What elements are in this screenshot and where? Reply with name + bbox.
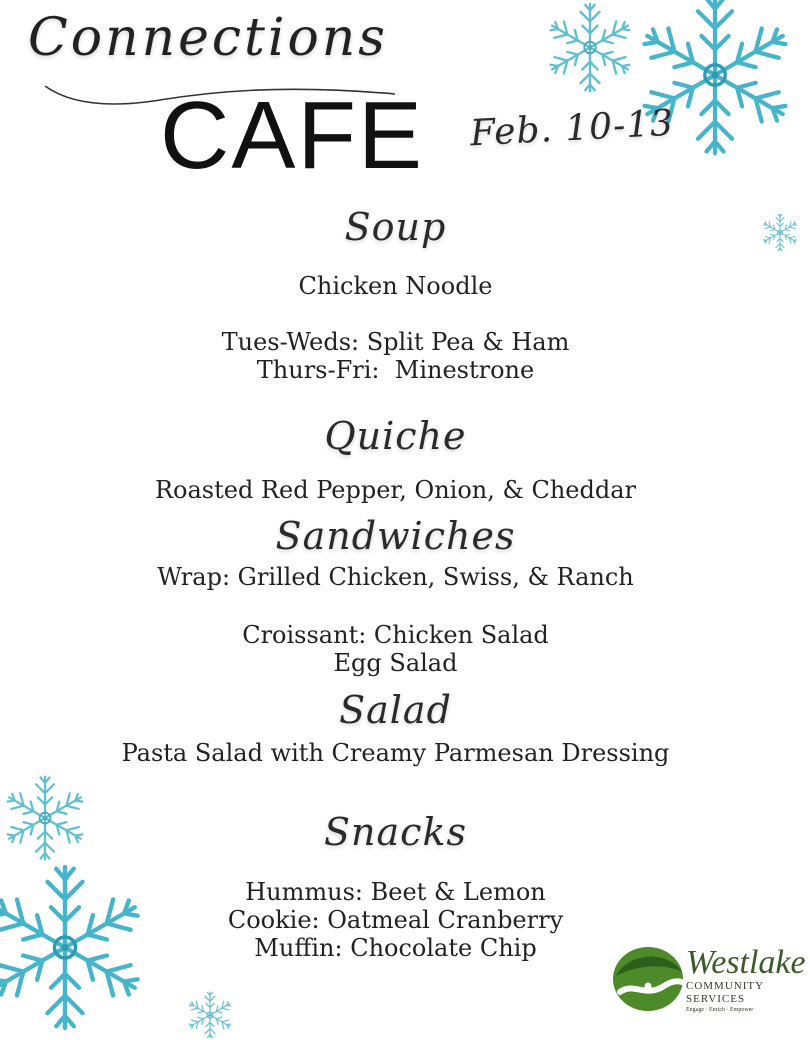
menu-item: Wrap: Grilled Chicken, Swiss, & Ranch [157, 563, 634, 591]
section-heading-snacks: Snacks [324, 810, 467, 854]
brand-title: CAFE [160, 82, 425, 189]
logo-tagline: Engage · Enrich · Empower [686, 1007, 754, 1013]
logo-line-community: COMMUNITY [686, 980, 765, 992]
section-heading-soup: Soup [344, 205, 447, 249]
menu-item: Egg Salad [333, 649, 458, 677]
section-heading-salad: Salad [339, 688, 452, 732]
logo-name: Westlake [686, 944, 806, 981]
menu-item: Roasted Red Pepper, Onion, & Cheddar [154, 476, 637, 504]
menu-item: Thurs-Fri: Minestrone [256, 356, 535, 384]
snowflake-icon [180, 990, 240, 1040]
menu-item: Chicken Noodle [298, 272, 493, 300]
menu-item: Muffin: Chocolate Chip [254, 934, 537, 962]
section-heading-quiche: Quiche [324, 414, 467, 458]
date-range: Feb. 10-13 [469, 102, 675, 155]
section-heading-sandwiches: Sandwiches [275, 514, 516, 558]
menu-item: Croissant: Chicken Salad [242, 621, 549, 649]
menu-item: Tues-Weds: Split Pea & Ham [221, 328, 570, 356]
menu-item: Pasta Salad with Creamy Parmesan Dressing [121, 739, 670, 767]
westlake-logo-icon [612, 946, 684, 1012]
menu-item: Cookie: Oatmeal Cranberry [227, 906, 564, 934]
menu-item: Hummus: Beet & Lemon [245, 878, 546, 906]
brand-script-title: Connections [28, 8, 388, 68]
logo-line-services: SERVICES [686, 993, 746, 1005]
